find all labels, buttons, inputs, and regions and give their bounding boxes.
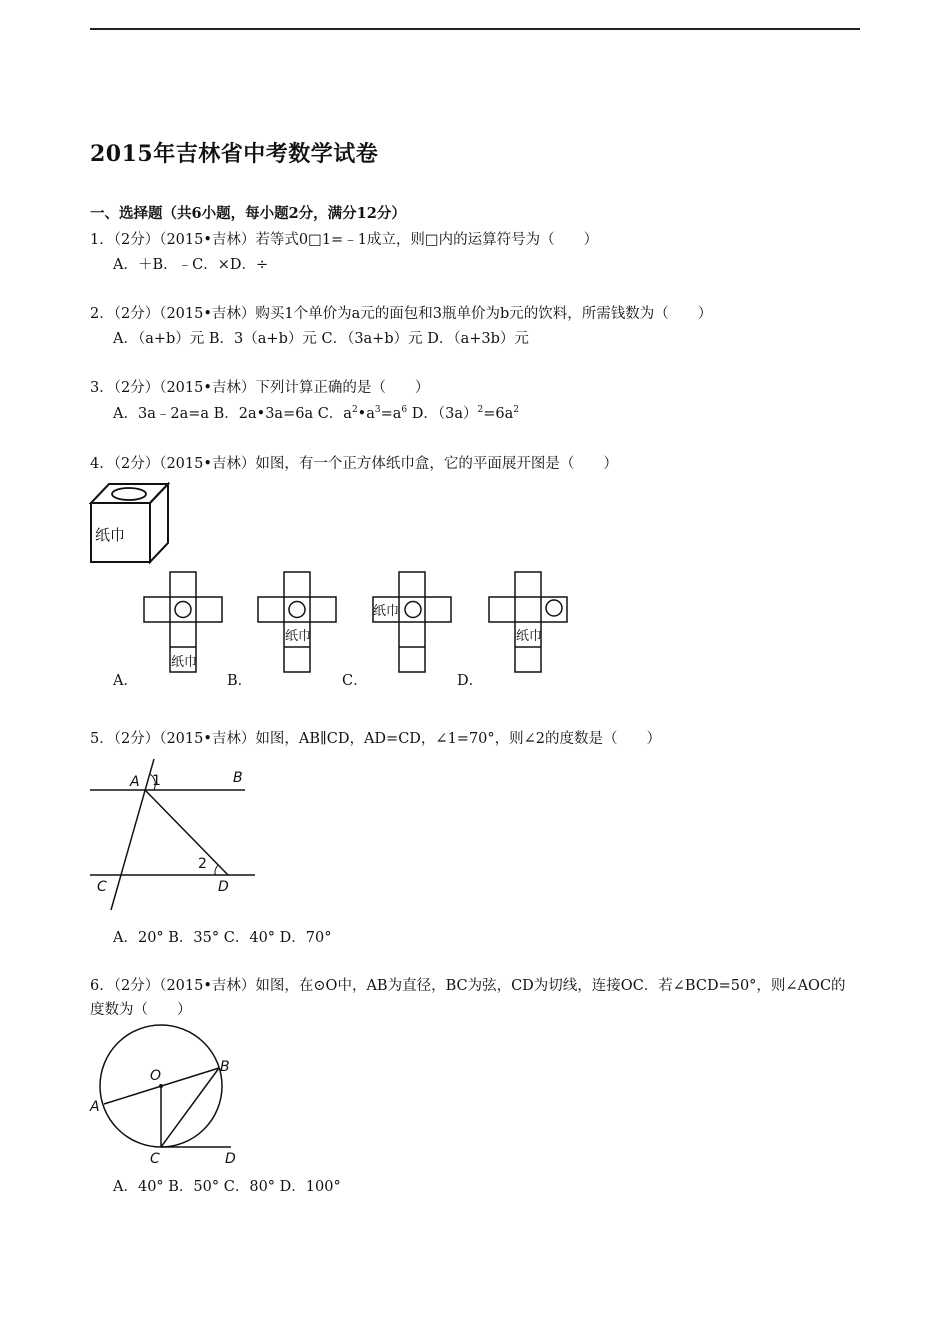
net-option-c [372, 571, 454, 673]
net-label-b: B． [227, 673, 253, 689]
svg-text:A: A [130, 774, 140, 790]
net-label-d: D． [457, 673, 484, 689]
question-3-options: A．3a﹣2a=a B．2a•3a=6a C．$a^2•a^3=a^6$ D．$(3a)^2=6a^2$ [113, 405, 519, 422]
svg-text:2: 2 [198, 856, 207, 872]
svg-text:C: C [97, 879, 107, 895]
header-rule [90, 28, 860, 30]
tissue-box-figure [90, 483, 170, 563]
question-5-options: A．20° B．35° C．40° D．70° [113, 930, 332, 946]
svg-text:纸巾: 纸巾 [171, 655, 198, 670]
question-3-stem: 3．（2分）（2015•吉林）下列计算正确的是（ ） [90, 380, 430, 396]
parallel-lines-figure [88, 758, 263, 913]
svg-text:D: D [218, 879, 229, 895]
circle-tangent-figure [88, 1025, 253, 1170]
question-2-stem: 2．（2分）（2015•吉林）购买1个单价为a元的面包和3瓶单价为b元的饮料，所需钱数为（ ） [90, 306, 713, 322]
svg-text:C: C [150, 1151, 160, 1167]
section-heading: 一、选择题（共6小题，每小题2分，满分12分） [90, 205, 406, 222]
question-2-options: A．（a+b）元 B．3（a+b）元 C．（3a+b）元 D．（a+3b）元 [113, 331, 529, 347]
net-option-d [488, 571, 570, 673]
net-option-b [257, 571, 339, 673]
svg-text:A: A [90, 1099, 100, 1115]
question-5-stem: 5．（2分）（2015•吉林）如图，AB∥CD，AD=CD，∠1=70°，则∠2的度数是（ ） [90, 731, 662, 747]
question-1-options: A．＋B．﹣C．×D．÷ [113, 257, 269, 273]
svg-text:1: 1 [152, 773, 161, 789]
svg-text:纸巾: 纸巾 [373, 604, 400, 619]
svg-text:纸巾: 纸巾 [285, 629, 312, 644]
svg-text:B: B [220, 1059, 230, 1075]
question-4-stem: 4．（2分）（2015•吉林）如图，有一个正方体纸巾盒，它的平面展开图是（ ） [90, 456, 618, 472]
svg-text:B: B [233, 770, 243, 786]
svg-text:纸巾: 纸巾 [516, 629, 543, 644]
svg-text:纸巾: 纸巾 [95, 526, 126, 544]
question-1-stem: 1．（2分）（2015•吉林）若等式0□1=﹣1成立，则□内的运算符号为（ ） [90, 232, 599, 248]
net-label-a: A． [113, 673, 138, 689]
question-6-options: A．40° B．50° C．80° D．100° [113, 1179, 341, 1195]
page-title: 2015年吉林省中考数学试卷 [90, 141, 379, 167]
question-6-stem: 6．（2分）（2015•吉林）如图，在⊙O中，AB为直径，BC为弦，CD为切线，连接OC．若∠BCD=50°，则∠AOC的度数为（ ） [90, 978, 846, 1018]
svg-text:O: O [150, 1068, 162, 1084]
net-option-a [143, 571, 225, 673]
svg-text:D: D [225, 1151, 236, 1167]
net-label-c: C． [342, 673, 368, 689]
